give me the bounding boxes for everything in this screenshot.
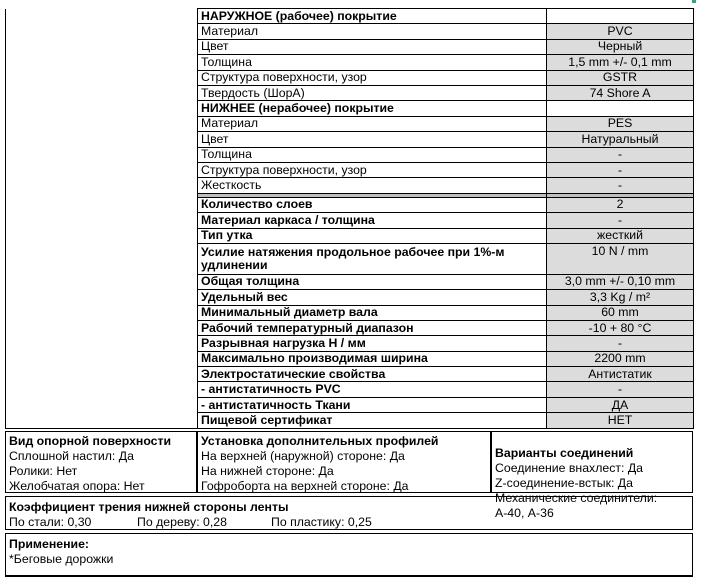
row-label: Рабочий температурный диапазон	[198, 320, 547, 335]
row-label: Разрывная нагрузка Н / мм	[198, 336, 547, 351]
row-value: -	[547, 382, 694, 397]
row-value: Черный	[547, 39, 694, 54]
row-label: Твердость (ШорА)	[198, 85, 547, 100]
row-value: -	[547, 147, 694, 162]
row-value: НЕТ	[547, 413, 694, 429]
support-surface-box	[5, 431, 197, 493]
support-surface-title: Вид опорной поверхности	[9, 434, 172, 448]
row-value: PVC	[547, 24, 694, 39]
upper-cover-header: НАРУЖНОЕ (рабочее) покрытие	[198, 9, 547, 24]
row-value: Натуральный	[547, 132, 694, 147]
upper-cover-header-row	[6, 9, 694, 24]
application-text: *Беговые дорожки	[9, 552, 114, 566]
row-value: 10 N / mm	[547, 243, 694, 274]
row-label: Структура поверхности, узор	[198, 162, 547, 177]
friction-steel: По стали: 0,30	[9, 515, 92, 529]
friction-values	[9, 515, 689, 530]
row-label: Усилие натяжения продольное рабочее при 1%-м удлинении	[198, 243, 547, 274]
friction-box	[5, 496, 693, 530]
row-value: -	[547, 213, 694, 228]
profiles-line: На нижней стороне: Да	[201, 464, 334, 478]
row-value: ДА	[547, 397, 694, 412]
friction-title: Коэффициент трения нижней стороны ленты	[9, 500, 289, 514]
row-label: Удельный вес	[198, 290, 547, 305]
joins-line: Z-соединение-встык: Да	[495, 476, 633, 490]
friction-plastic: По пластику: 0,25	[271, 515, 372, 529]
lower-cover-header-value	[547, 101, 694, 116]
row-value: -	[547, 162, 694, 177]
joins-title: Варианты соединений	[495, 446, 634, 460]
row-value: 1,5 mm +/- 0,1 mm	[547, 55, 694, 70]
profiles-line: На верхней (наружной) стороне: Да	[201, 449, 405, 463]
upper-cover-header-value	[547, 9, 694, 24]
row-label: Толщина	[198, 55, 547, 70]
row-value: -	[547, 178, 694, 193]
row-label: Минимальный диаметр вала	[198, 305, 547, 320]
row-label: Материал каркаса / толщина	[198, 213, 547, 228]
row-value: жесткий	[547, 228, 694, 243]
row-label: Цвет	[198, 39, 547, 54]
friction-wood: По дереву: 0,28	[137, 515, 227, 529]
joins-line: Механические соединители: А-40, А-36	[495, 491, 658, 520]
row-label: Общая толщина	[198, 274, 547, 289]
support-line: Желобчатая опора: Нет	[9, 479, 145, 493]
row-label: - антистатичность Ткани	[198, 397, 547, 412]
joins-box	[491, 431, 693, 520]
row-value: -	[547, 336, 694, 351]
row-value: Антистатик	[547, 367, 694, 382]
row-label: Материал	[198, 24, 547, 39]
row-label: Количество слоев	[198, 197, 547, 212]
left-blank-column	[6, 9, 198, 429]
row-value: PES	[547, 116, 694, 131]
row-value: 3,3 Kg / m²	[547, 290, 694, 305]
row-label: Жесткость	[198, 178, 547, 193]
row-label: Электростатические свойства	[198, 367, 547, 382]
application-box	[5, 533, 693, 577]
profiles-title: Установка дополнительных профилей	[201, 434, 439, 448]
row-value: 74 Shore A	[547, 85, 694, 100]
profiles-box	[197, 431, 491, 493]
row-label: Структура поверхности, узор	[198, 70, 547, 85]
row-value: 2	[547, 197, 694, 212]
row-value: -10 + 80 °C	[547, 320, 694, 335]
row-value: GSTR	[547, 70, 694, 85]
page-corner-mark	[692, 0, 696, 3]
row-label: Цвет	[198, 132, 547, 147]
application-title: Применение:	[9, 537, 90, 551]
lower-cover-header: НИЖНЕЕ (нерабочее) покрытие	[198, 101, 547, 116]
row-value: 2200 mm	[547, 351, 694, 366]
support-line: Ролики: Нет	[9, 464, 78, 478]
row-label: Пищевой сертификат	[198, 413, 547, 429]
spec-table	[5, 8, 694, 429]
row-label: Материал	[198, 116, 547, 131]
row-label: Максимально производимая ширина	[198, 351, 547, 366]
row-label: Тип утка	[198, 228, 547, 243]
joins-line: Соединение внахлест: Да	[495, 461, 643, 475]
row-label: - антистатичность PVC	[198, 382, 547, 397]
row-value: 60 mm	[547, 305, 694, 320]
row-value: 3,0 mm +/- 0,10 mm	[547, 274, 694, 289]
profiles-line: Гофроборта на верхней стороне: Да	[201, 479, 409, 493]
row-label: Толщина	[198, 147, 547, 162]
support-line: Сплошной настил: Да	[9, 449, 134, 463]
